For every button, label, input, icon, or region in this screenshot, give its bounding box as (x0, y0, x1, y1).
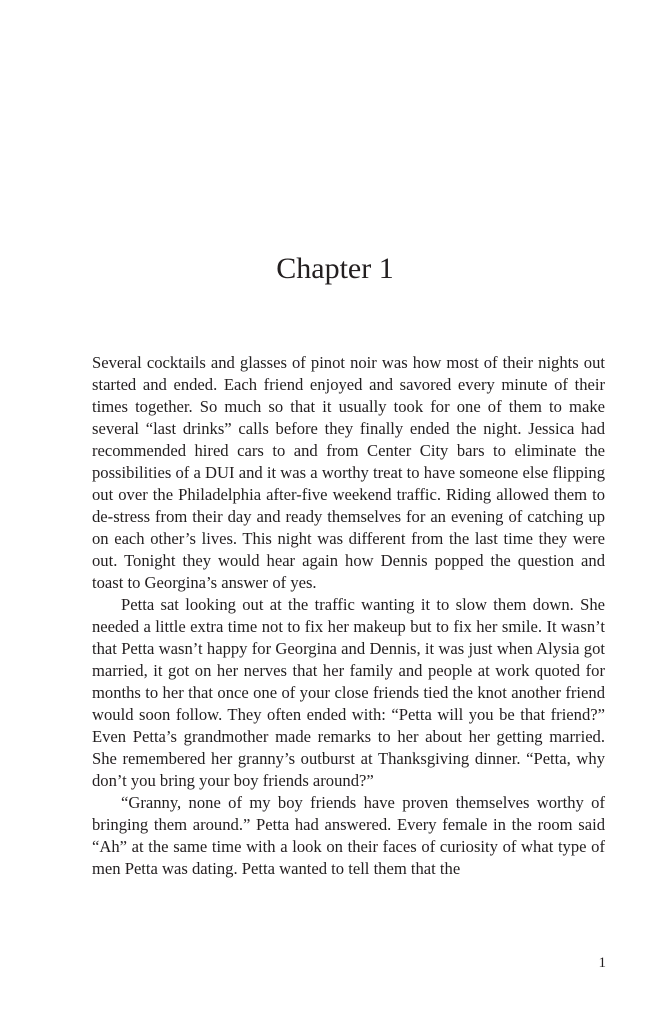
chapter-title: Chapter 1 (276, 252, 394, 285)
page-number: 1 (598, 955, 606, 971)
chapter-body (92, 352, 605, 880)
paragraph: “Granny, none of my boy friends have proven themselves worthy of bringing them around.” Petta had answered. Every female in the room said “Ah” at the same time with a look on their faces of curiosity of what type of men Petta was dating. Petta wanted to tell them that the (92, 793, 605, 878)
paragraph: Several cocktails and glasses of pinot noir was how most of their nights out started and ended. Each friend enjoyed and savored every minute of their times together. So much so that it usually took for one of them to make several “last drinks” calls before they finally ended the night. Jessica had recommended hired cars to and from Center City bars to eliminate the possibilities of a DUI and it was a worthy treat to have someone else flipping out over the Philadelphia after-five weekend traffic. Riding allowed them to de-stress from their day and ready themselves for an evening of catching up on each other’s lives. This night was different from the last time they were out. Tonight they would hear again how Dennis popped the question and toast to Georgina’s answer of yes. (92, 353, 605, 592)
paragraph: Petta sat looking out at the traffic wanting it to slow them down. She needed a little extra time not to fix her makeup but to fix her smile. It wasn’t that Petta wasn’t happy for Georgina and Dennis, it was just when Alysia got married, it got on her nerves that her family and people at work quoted for months to her that once one of your close friends tied the knot another friend would soon follow. They often ended with: “Petta will you be that friend?” Even Petta’s grandmother made remarks to her about her getting married. She remembered her granny’s outburst at Thanksgiving dinner. “Petta, why don’t you bring your boy friends around?” (92, 595, 605, 790)
